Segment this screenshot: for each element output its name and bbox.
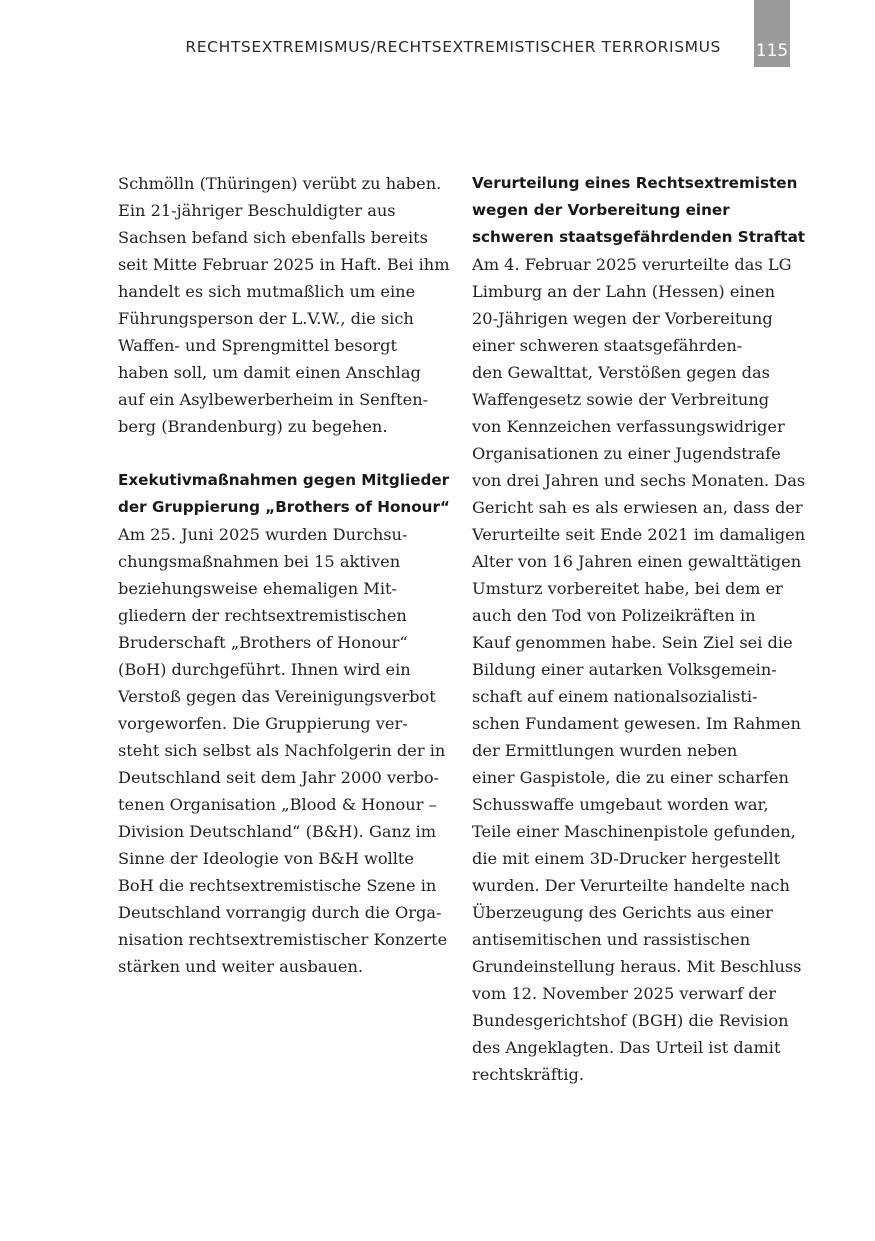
body-text-line: schen Fundament gewesen. Im Rahmen <box>472 714 801 733</box>
body-text-line: gliedern der rechtsextremistischen <box>118 606 407 625</box>
body-text-line: Alter von 16 Jahren einen gewalttätigen <box>472 552 802 571</box>
body-text-line: Kauf genommen habe. Sein Ziel sei die <box>472 633 793 652</box>
body-text-line: Am 25. Juni 2025 wurden Durchsu- <box>118 525 408 544</box>
body-text-line: handelt es sich mutmaßlich um eine <box>118 282 416 301</box>
section-heading-line: Verurteilung eines Rechtsextremisten <box>472 174 798 192</box>
section-heading-line: wegen der Vorbereitung einer <box>472 201 730 219</box>
body-text-line: der Ermittlungen wurden neben <box>472 741 738 760</box>
body-text-line: den Gewalttat, Verstößen gegen das <box>472 363 770 382</box>
body-text-line: Gericht sah es als erwiesen an, dass der <box>472 498 803 517</box>
body-text-line: berg (Brandenburg) zu begehen. <box>118 417 388 436</box>
body-text-line: Organisationen zu einer Jugendstrafe <box>472 444 781 463</box>
body-text-line: Division Deutschland“ (B&H). Ganz im <box>118 822 437 841</box>
body-text-line: vom 12. November 2025 verwarf der <box>472 984 776 1003</box>
body-text-line: seit Mitte Februar 2025 in Haft. Bei ihm <box>118 255 450 274</box>
body-text-line: wurden. Der Verurteilte handelte nach <box>472 876 790 895</box>
body-text-line: Sachsen befand sich ebenfalls bereits <box>118 228 428 247</box>
body-text-line: Grundeinstellung heraus. Mit Beschluss <box>472 957 802 976</box>
body-text-line: Schusswaffe umgebaut worden war, <box>472 795 769 814</box>
body-text-line: Ein 21-jähriger Beschuldigter aus <box>118 201 396 220</box>
body-text-line: Waffengesetz sowie der Verbreitung <box>472 390 770 409</box>
paragraph-gap <box>118 440 440 467</box>
running-header-title: RECHTSEXTREMISMUS/RECHTSEXTREMISTISCHER TERRORISMUS <box>185 38 721 56</box>
left-text-column <box>118 170 450 980</box>
body-text-line: auch den Tod von Polizeikräften in <box>472 606 756 625</box>
body-text-line: Schmölln (Thüringen) verübt zu haben. <box>118 174 442 193</box>
body-text-line: einer Gaspistole, die zu einer scharfen <box>472 768 789 787</box>
body-text-line: (BoH) durchgeführt. Ihnen wird ein <box>118 660 411 679</box>
body-text-line: BoH die rechtsextremistische Szene in <box>118 876 437 895</box>
body-text-line: stärken und weiter ausbauen. <box>118 957 364 976</box>
section-heading-line: Exekutivmaßnahmen gegen Mitglieder <box>118 471 450 489</box>
body-text-line: von Kennzeichen verfassungswidriger <box>472 417 785 436</box>
body-text-line: Bruderschaft „Brothers of Honour“ <box>118 633 408 652</box>
section-heading-line: der Gruppierung „Brothers of Honour“ <box>118 498 450 516</box>
body-text-line: Führungsperson der L.V.W., die sich <box>118 309 414 328</box>
body-text-line: Verurteilte seit Ende 2021 im damaligen <box>472 525 806 544</box>
body-text-line: Bildung einer autarken Volksgemein- <box>472 660 777 679</box>
body-text-line: antisemitischen und rassistischen <box>472 930 751 949</box>
body-text-line: Deutschland vorrangig durch die Orga- <box>118 903 442 922</box>
section-heading-line: schweren staatsgefährdenden Straftat <box>472 228 806 246</box>
body-text-line: 20-Jährigen wegen der Vorbereitung <box>472 309 773 328</box>
body-text-line: steht sich selbst als Nachfolgerin der in <box>118 741 446 760</box>
body-text-line: einer schweren staatsgefährden- <box>472 336 743 355</box>
body-text-line: haben soll, um damit einen Anschlag <box>118 363 421 382</box>
page-number: 115 <box>754 0 790 67</box>
body-text-line: Umsturz vorbereitet habe, bei dem er <box>472 579 783 598</box>
body-text-line: schaft auf einem nationalsozialisti- <box>472 687 758 706</box>
body-text-line: Am 4. Februar 2025 verurteilte das LG <box>472 255 792 274</box>
body-text-line: rechtskräftig. <box>472 1065 585 1084</box>
body-text-line: von drei Jahren und sechs Monaten. Das <box>472 471 806 490</box>
body-text-line: beziehungsweise ehemaligen Mit- <box>118 579 397 598</box>
body-text-line: des Angeklagten. Das Urteil ist damit <box>472 1038 781 1057</box>
body-text-line: Waffen- und Sprengmittel besorgt <box>118 336 397 355</box>
right-text-column <box>472 170 806 1088</box>
body-text-line: auf ein Asylbewerberheim in Senften- <box>118 390 429 409</box>
body-text-line: Verstoß gegen das Vereinigungsverbot <box>118 687 436 706</box>
body-text-line: Sinne der Ideologie von B&H wollte <box>118 849 415 868</box>
body-text-line: Teile einer Maschinenpistole gefunden, <box>472 822 796 841</box>
body-text-line: tenen Organisation „Blood & Honour – <box>118 795 437 814</box>
body-text-line: vorgeworfen. Die Gruppierung ver- <box>118 714 408 733</box>
body-text-line: Bundesgerichtshof (BGH) die Revision <box>472 1011 789 1030</box>
body-text-line: nisation rechtsextremistischer Konzerte <box>118 930 448 949</box>
body-text-line: Deutschland seit dem Jahr 2000 verbo- <box>118 768 440 787</box>
body-text-line: Überzeugung des Gerichts aus einer <box>472 903 773 922</box>
body-text-line: Limburg an der Lahn (Hessen) einen <box>472 282 776 301</box>
body-text-line: die mit einem 3D-Drucker hergestellt <box>472 849 781 868</box>
body-text-line: chungsmaßnahmen bei 15 aktiven <box>118 552 401 571</box>
